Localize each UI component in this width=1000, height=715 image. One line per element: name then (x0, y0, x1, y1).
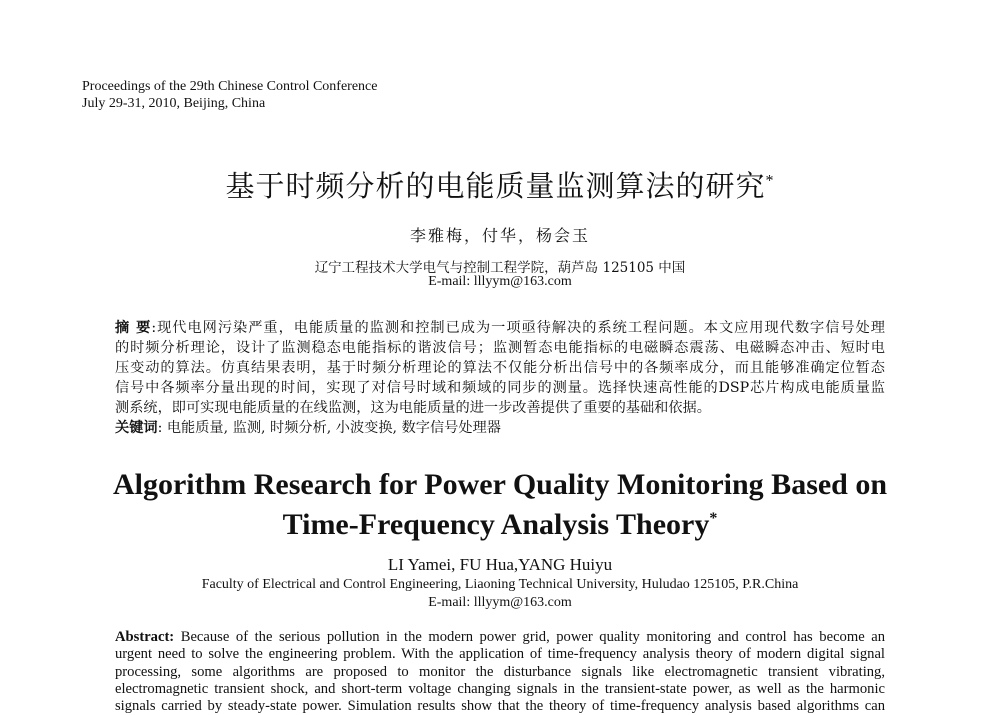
en-email: E-mail: lllyym@163.com (428, 595, 572, 610)
cn-abstract (115, 318, 885, 438)
cn-affiliation: 辽宁工程技术大学电气与控制工程学院，葫芦岛 125105 中国 (314, 260, 686, 276)
cn-abstract-label: 摘 要 (115, 320, 152, 336)
cn-keywords-text: : 电能质量, 监测, 时频分析, 小波变换, 数字信号处理器 (157, 420, 501, 436)
en-abstract-line: signals carried by steady-state power. Simulation results show that the theory of time-frequency analysis based algorithms can (115, 698, 885, 715)
cn-email: E-mail: lllyym@163.com (428, 274, 572, 289)
cn-abstract-text: :现代电网污染严重，电能质量的监测和控制已成为一项亟待解决的系统工程问题。本文应用现代数字信号处理 (151, 320, 885, 336)
en-abstract-label: Abstract: (115, 629, 175, 645)
en-title (0, 468, 1000, 542)
en-abstract (115, 629, 885, 715)
cn-keywords-label: 关键词 (115, 420, 158, 436)
cn-title-footnote-mark: * (765, 172, 775, 190)
cn-abstract-line: 测系统，即可实现电能质量的在线监测，这为电能质量的进一步改善提供了重要的基础和依据。 (115, 400, 711, 416)
en-title-line1: Algorithm Research for Power Quality Monitoring Based on (112, 468, 888, 501)
cn-authors: 李雅梅，付华，杨会玉 (409, 226, 590, 245)
en-affiliation: Faculty of Electrical and Control Engineering, Liaoning Technical University, Huludao 125105, P.R.China (201, 577, 799, 592)
cn-keywords (115, 418, 885, 438)
en-abstract-text: Because of the serious pollution in the modern power grid, power quality monitoring and control has become an (174, 629, 885, 645)
cn-title-text: 基于时频分析的电能质量监测算法的研究 (225, 169, 766, 203)
proceedings-header (82, 78, 377, 112)
en-title-line2 (0, 502, 1000, 542)
en-abstract-line (115, 629, 885, 646)
cn-abstract-line: 信号中各频率分量出现的时间，实现了对信号时域和频域的同步的测量。选择快速高性能的DSP芯片构成电能质量监 (115, 380, 885, 396)
conference-name: Proceedings of the 29th Chinese Control Conference (82, 79, 378, 94)
en-abstract-line: urgent need to solve the engineering problem. With the application of time-frequency analysis theory of modern digital signal (115, 646, 885, 663)
en-authors: LI Yamei, FU Hua,YANG Huiyu (387, 555, 613, 574)
en-abstract-line: processing, some algorithms are proposed to monitor the disturbance signals like electromagnetic transient vibrating, (115, 663, 885, 680)
en-abstract-line: electromagnetic transient shock, and short-term voltage changing signals in the transient-state power, as well as the harmonic (115, 680, 885, 697)
cn-title (0, 164, 1000, 205)
cn-abstract-line: 压变动的算法。仿真结果表明，基于时频分析理论的算法不仅能分析出信号中的各频率成分，而且能够准确定位暂态 (115, 360, 885, 376)
en-title-line2-text: Time-Frequency Analysis Theory (282, 508, 710, 541)
cn-abstract-line: 的时频分析理论，设计了监测稳态电能指标的谐波信号；监测暂态电能指标的电磁瞬态震荡、电磁瞬态冲击、短时电 (115, 340, 885, 356)
conference-date: July 29-31, 2010, Beijing, China (82, 96, 266, 111)
cn-abstract-line (115, 318, 885, 338)
en-title-footnote-mark: * (709, 510, 718, 527)
